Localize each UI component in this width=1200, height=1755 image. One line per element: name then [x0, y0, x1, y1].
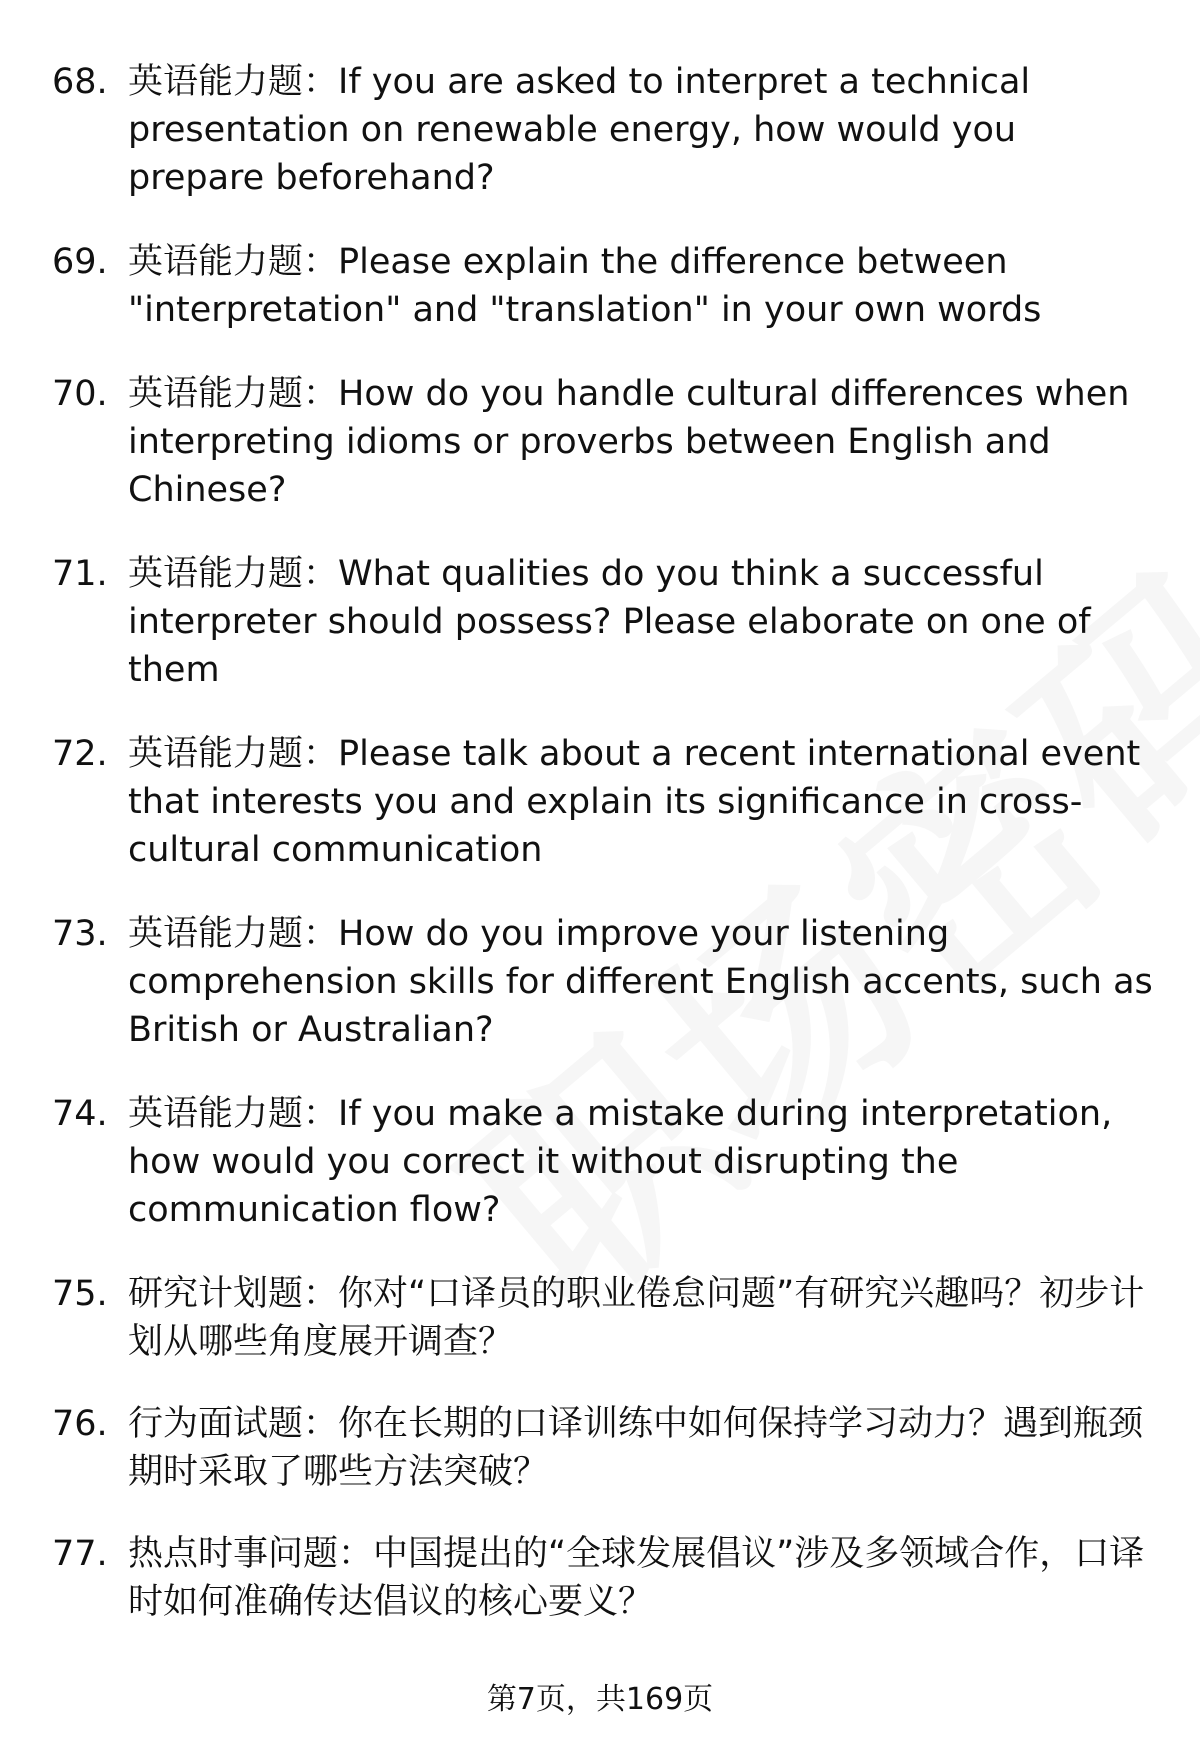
question-text: 研究计划题：你对“口译员的职业倦怠问题”有研究兴趣吗？初步计划从哪些角度展开调查？: [128, 1274, 1145, 1362]
question-number: 70.: [52, 374, 108, 414]
question-number: 74.: [52, 1094, 108, 1134]
question-item: [52, 1400, 1162, 1496]
question-text: 英语能力题：How do you handle cultural differences when interpreting idioms or proverbs between English and Chinese?: [128, 374, 1130, 510]
question-item: [52, 1530, 1162, 1626]
question-text: 热点时事问题：中国提出的“全球发展倡议”涉及多领域合作，口译时如何准确传达倡议的核心要义？: [128, 1534, 1145, 1622]
question-item: [52, 910, 1162, 1054]
question-text: 英语能力题：What qualities do you think a successful interpreter should possess? Please elaborate on one of them: [128, 554, 1091, 690]
question-text: 英语能力题：Please talk about a recent international event that interests you and explain its significance in cross-cultural communication: [128, 734, 1141, 870]
question-item: [52, 238, 1162, 334]
question-number: 75.: [52, 1274, 108, 1314]
question-text: 英语能力题：How do you improve your listening comprehension skills for different English accents, such as British or Australian?: [128, 914, 1153, 1050]
question-number: 71.: [52, 554, 108, 594]
question-text: 英语能力题：If you are asked to interpret a technical presentation on renewable energy, how would you prepare beforehand?: [128, 62, 1031, 198]
question-number: 69.: [52, 242, 108, 282]
question-item: [52, 1270, 1162, 1366]
question-number: 77.: [52, 1534, 108, 1574]
question-item: [52, 550, 1162, 694]
question-item: [52, 1090, 1162, 1234]
question-number: 73.: [52, 914, 108, 954]
question-text: 英语能力题：Please explain the difference between "interpretation" and "translation" in your own words: [128, 242, 1042, 330]
question-text: 英语能力题：If you make a mistake during interpretation, how would you correct it without disrupting the communication flow?: [128, 1094, 1113, 1230]
question-item: [52, 58, 1162, 202]
question-text: 行为面试题：你在长期的口译训练中如何保持学习动力？遇到瓶颈期时采取了哪些方法突破？: [128, 1404, 1144, 1492]
question-number: 72.: [52, 734, 108, 774]
question-number: 76.: [52, 1404, 108, 1444]
question-number: 68.: [52, 62, 108, 102]
question-item: [52, 730, 1162, 874]
question-item: [52, 370, 1162, 514]
question-list: [52, 58, 1162, 1660]
page-number-footer: 第7页，共169页: [486, 1682, 714, 1717]
